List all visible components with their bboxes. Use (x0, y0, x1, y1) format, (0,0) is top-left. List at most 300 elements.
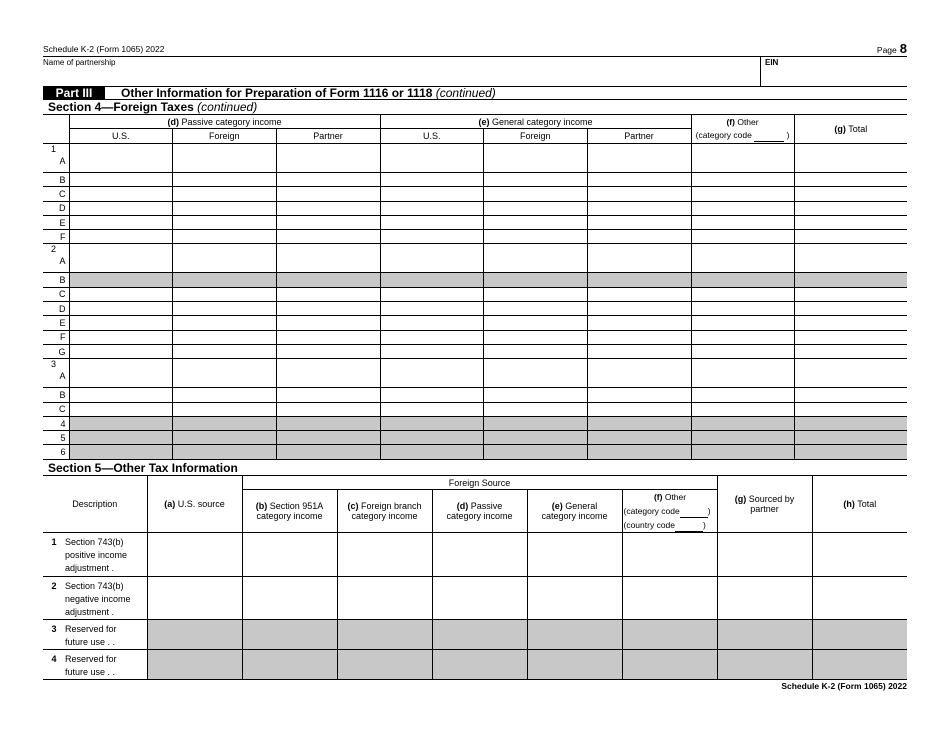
col-b-header (242, 490, 337, 533)
row-description-text: Reserved for future use . . (65, 624, 117, 647)
shaded-cell (337, 620, 432, 650)
entry-cell[interactable] (69, 388, 173, 402)
s5-col-h-label: Total (857, 499, 877, 509)
shaded-cell (587, 431, 691, 445)
entry-cell[interactable] (794, 144, 907, 173)
entry-cell[interactable] (484, 344, 588, 358)
section4-header-row-1 (43, 115, 907, 129)
entry-cell[interactable] (527, 576, 622, 620)
entry-cell[interactable] (147, 533, 242, 577)
s5-col-b-letter: (b) (255, 501, 268, 511)
entry-cell[interactable] (173, 187, 277, 201)
entry-cell[interactable] (587, 144, 691, 173)
line-number-header (43, 115, 69, 144)
col-e-header (380, 115, 691, 129)
entry-cell[interactable] (337, 576, 432, 620)
shaded-cell (276, 416, 380, 430)
shaded-cell (812, 650, 907, 680)
section4-row (43, 431, 907, 445)
ein-field[interactable] (762, 67, 907, 85)
section4-body (43, 144, 907, 460)
entry-cell[interactable] (380, 173, 484, 187)
shaded-cell (794, 416, 907, 430)
col-f-sub: (category code (695, 130, 752, 140)
shaded-cell (380, 416, 484, 430)
entry-cell[interactable] (242, 533, 337, 577)
s5-country-code-blank[interactable] (675, 523, 703, 532)
col-d-partner-header: Partner (276, 129, 380, 144)
s5-col-d-letter: (d) (456, 501, 469, 511)
shaded-cell (380, 431, 484, 445)
entry-cell[interactable] (484, 230, 588, 244)
shaded-cell (432, 650, 527, 680)
s5-col-f-label: Other (664, 492, 687, 502)
part-title (121, 86, 496, 100)
col-e-partner-header: Partner (587, 129, 691, 144)
section5-table (43, 475, 907, 680)
shaded-cell (527, 620, 622, 650)
entry-cell[interactable] (173, 359, 277, 388)
entry-cell[interactable] (380, 402, 484, 416)
entry-cell[interactable] (794, 244, 907, 273)
entry-cell[interactable] (276, 201, 380, 215)
shaded-cell (337, 650, 432, 680)
row-description (43, 576, 147, 620)
entry-cell[interactable] (173, 287, 277, 301)
entry-cell[interactable] (69, 244, 173, 273)
col-e-letter: (e) (478, 116, 490, 127)
line-label: G (43, 344, 69, 358)
entry-cell[interactable] (587, 388, 691, 402)
foreign-source-header: Foreign Source (242, 476, 717, 490)
shaded-cell (794, 431, 907, 445)
entry-cell[interactable] (276, 330, 380, 344)
entry-cell[interactable] (691, 359, 794, 388)
entry-cell[interactable] (69, 344, 173, 358)
entry-cell[interactable] (173, 330, 277, 344)
shaded-cell (484, 431, 588, 445)
shaded-cell (147, 620, 242, 650)
entry-cell[interactable] (794, 330, 907, 344)
shaded-cell (484, 416, 588, 430)
entry-cell[interactable] (173, 244, 277, 273)
section5-row (43, 620, 907, 650)
section5-row (43, 533, 907, 577)
line-sub-letter: A (59, 156, 66, 166)
entry-cell[interactable] (173, 215, 277, 229)
entry-cell[interactable] (691, 344, 794, 358)
line-label: D (43, 302, 69, 316)
section4-title-note: (continued) (197, 100, 258, 114)
col-g-header-s5 (717, 476, 812, 533)
line-label: C (43, 402, 69, 416)
entry-cell[interactable] (691, 244, 794, 273)
section4-row (43, 402, 907, 416)
entry-cell[interactable] (587, 201, 691, 215)
section4-table (43, 114, 907, 460)
s5-col-e-label: General category income (541, 501, 608, 521)
entry-cell[interactable] (69, 316, 173, 330)
entry-cell[interactable] (173, 402, 277, 416)
section4-row (43, 344, 907, 358)
col-f-close: ) (786, 130, 790, 140)
entry-cell[interactable] (173, 201, 277, 215)
entry-cell[interactable] (380, 287, 484, 301)
s5-col-f-close-2: ) (703, 520, 706, 530)
col-g-label: Total (848, 124, 868, 134)
shaded-cell (147, 650, 242, 680)
entry-cell[interactable] (484, 359, 588, 388)
entry-cell[interactable] (173, 144, 277, 173)
section4-row (43, 173, 907, 187)
entry-cell[interactable] (173, 173, 277, 187)
entry-cell[interactable] (380, 201, 484, 215)
entry-cell[interactable] (587, 402, 691, 416)
shaded-cell (717, 650, 812, 680)
entry-cell[interactable] (794, 287, 907, 301)
shaded-cell (69, 416, 173, 430)
entry-cell[interactable] (173, 344, 277, 358)
line-label: E (43, 215, 69, 229)
entry-cell[interactable] (276, 344, 380, 358)
entry-cell[interactable] (691, 230, 794, 244)
entry-cell[interactable] (69, 287, 173, 301)
col-e-us-header: U.S. (380, 129, 484, 144)
entry-cell[interactable] (812, 576, 907, 620)
entry-cell[interactable] (484, 173, 588, 187)
entry-cell[interactable] (276, 244, 380, 273)
line-label: 5 (43, 431, 69, 445)
entry-cell[interactable] (380, 388, 484, 402)
entry-cell[interactable] (484, 215, 588, 229)
entry-cell[interactable] (794, 388, 907, 402)
col-f-header (691, 115, 794, 144)
section4-row (43, 215, 907, 229)
entry-cell[interactable] (69, 201, 173, 215)
s5-col-f-close-1: ) (707, 506, 711, 516)
line-number: 1 (51, 144, 57, 154)
line-label: B (43, 388, 69, 402)
entry-cell[interactable] (276, 388, 380, 402)
s5-col-c-label: Foreign branch category income (351, 501, 422, 521)
entry-cell[interactable] (587, 244, 691, 273)
line-label: F (43, 330, 69, 344)
shaded-cell (794, 273, 907, 287)
shaded-cell (527, 650, 622, 680)
ein-label: EIN (765, 58, 779, 67)
entry-cell[interactable] (147, 576, 242, 620)
entry-cell[interactable] (691, 201, 794, 215)
part-title-text: Other Information for Preparation of Form 1116 or 1118 (121, 86, 433, 100)
line-label: F (43, 230, 69, 244)
entry-cell[interactable] (587, 215, 691, 229)
s5-col-e-letter: (e) (551, 501, 563, 511)
entry-cell[interactable] (587, 316, 691, 330)
s5-col-a-letter: (a) (164, 499, 176, 509)
shaded-cell (812, 620, 907, 650)
col-a-header (147, 476, 242, 533)
entry-cell[interactable] (432, 576, 527, 620)
entry-cell[interactable] (276, 215, 380, 229)
shaded-cell (622, 620, 717, 650)
s5-col-c-letter: (c) (347, 501, 359, 511)
s5-col-f-cat: (category code (623, 506, 680, 516)
shaded-cell (794, 445, 907, 459)
line-label: B (43, 273, 69, 287)
entry-cell[interactable] (794, 187, 907, 201)
entry-cell[interactable] (484, 388, 588, 402)
line-label (43, 359, 69, 388)
entry-cell[interactable] (484, 302, 588, 316)
entry-cell[interactable] (587, 173, 691, 187)
section4-row (43, 187, 907, 201)
entry-cell[interactable] (484, 287, 588, 301)
s5-col-h-letter: (h) (843, 499, 855, 509)
entry-cell[interactable] (622, 533, 717, 577)
ein-divider (760, 57, 761, 86)
col-e-header-s5 (527, 490, 622, 533)
line-label: 4 (43, 416, 69, 430)
entry-cell[interactable] (587, 359, 691, 388)
shaded-cell (691, 416, 794, 430)
entry-cell[interactable] (717, 533, 812, 577)
entry-cell[interactable] (812, 533, 907, 577)
col-d-foreign-header: Foreign (173, 129, 277, 144)
shaded-cell (622, 650, 717, 680)
shaded-cell (242, 650, 337, 680)
section4-title (48, 100, 257, 114)
entry-cell[interactable] (242, 576, 337, 620)
page-label: Page (876, 45, 897, 55)
col-f-label: Other (737, 117, 759, 127)
line-label: D (43, 201, 69, 215)
s5-col-g-label: Sourced by partner (748, 494, 795, 514)
entry-cell[interactable] (794, 201, 907, 215)
page-number: 8 (899, 41, 907, 56)
shaded-cell (691, 431, 794, 445)
row-number: 1 (51, 537, 57, 547)
line-label: B (43, 173, 69, 187)
entry-cell[interactable] (173, 316, 277, 330)
part-tag: Part III (43, 87, 105, 100)
entry-cell[interactable] (717, 576, 812, 620)
entry-cell[interactable] (69, 173, 173, 187)
col-f-header-s5 (622, 490, 717, 533)
entry-cell[interactable] (380, 230, 484, 244)
col-e-foreign-header: Foreign (484, 129, 588, 144)
shaded-cell (173, 431, 277, 445)
entry-cell[interactable] (587, 287, 691, 301)
entry-cell[interactable] (794, 215, 907, 229)
shaded-cell (587, 445, 691, 459)
s5-col-f-letter: (f) (653, 492, 663, 502)
shaded-cell (380, 273, 484, 287)
entry-cell[interactable] (173, 302, 277, 316)
entry-cell[interactable] (691, 402, 794, 416)
line-label: C (43, 287, 69, 301)
s5-col-f-country: (country code (623, 520, 675, 530)
entry-cell[interactable] (69, 187, 173, 201)
col-g-header (794, 115, 907, 144)
shaded-cell (69, 273, 173, 287)
entry-cell[interactable] (69, 359, 173, 388)
entry-cell[interactable] (794, 402, 907, 416)
section4-row (43, 445, 907, 459)
entry-cell[interactable] (794, 316, 907, 330)
col-d-header-s5 (432, 490, 527, 533)
partnership-name-label: Name of partnership (43, 58, 116, 67)
shaded-cell (173, 445, 277, 459)
line-number: 3 (51, 359, 57, 370)
entry-cell[interactable] (69, 330, 173, 344)
entry-cell[interactable] (380, 359, 484, 388)
entry-cell[interactable] (173, 388, 277, 402)
section4-row (43, 302, 907, 316)
section5-row (43, 650, 907, 680)
section4-row (43, 388, 907, 402)
entry-cell[interactable] (276, 302, 380, 316)
row-description-text: Section 743(b) negative income adjustment . (65, 580, 131, 617)
entry-cell[interactable] (484, 244, 588, 273)
entry-cell[interactable] (691, 173, 794, 187)
entry-cell[interactable] (484, 144, 588, 173)
entry-cell[interactable] (691, 144, 794, 173)
entry-cell[interactable] (337, 533, 432, 577)
entry-cell[interactable] (276, 402, 380, 416)
col-g-letter: (g) (834, 124, 846, 134)
shaded-cell (276, 431, 380, 445)
shaded-cell (432, 620, 527, 650)
entry-cell[interactable] (691, 302, 794, 316)
col-e-label: General category income (492, 116, 593, 127)
shaded-cell (173, 273, 277, 287)
form-id-footer: Schedule K-2 (Form 1065) 2022 (781, 681, 907, 691)
entry-cell[interactable] (587, 344, 691, 358)
entry-cell[interactable] (484, 201, 588, 215)
entry-cell[interactable] (587, 330, 691, 344)
shaded-cell (484, 273, 588, 287)
line-label: C (43, 187, 69, 201)
entry-cell[interactable] (587, 187, 691, 201)
entry-cell[interactable] (69, 302, 173, 316)
section5-body (43, 533, 907, 680)
s5-col-d-label: Passive category income (446, 501, 513, 521)
entry-cell[interactable] (380, 344, 484, 358)
entry-cell[interactable] (69, 230, 173, 244)
entry-cell[interactable] (380, 215, 484, 229)
entry-cell[interactable] (794, 359, 907, 388)
entry-cell[interactable] (794, 302, 907, 316)
part-title-note: (continued) (435, 86, 496, 100)
col-d-label: Passive category income (181, 116, 282, 127)
shaded-cell (691, 273, 794, 287)
shaded-cell (380, 445, 484, 459)
entry-cell[interactable] (276, 187, 380, 201)
entry-cell[interactable] (794, 230, 907, 244)
s5-category-code-blank[interactable] (680, 509, 708, 518)
section4-row (43, 330, 907, 344)
row-description (43, 533, 147, 577)
s5-col-b-label: Section 951A category income (256, 501, 324, 521)
row-number: 4 (51, 654, 57, 664)
entry-cell[interactable] (432, 533, 527, 577)
entry-cell[interactable] (622, 576, 717, 620)
entry-cell[interactable] (69, 402, 173, 416)
col-d-us-header: U.S. (69, 129, 173, 144)
entry-cell[interactable] (691, 330, 794, 344)
entry-cell[interactable] (380, 316, 484, 330)
entry-cell[interactable] (527, 533, 622, 577)
section4-title-text: Section 4—Foreign Taxes (48, 100, 194, 114)
entry-cell[interactable] (276, 287, 380, 301)
entry-cell[interactable] (276, 316, 380, 330)
entry-cell[interactable] (691, 316, 794, 330)
entry-cell[interactable] (484, 187, 588, 201)
entry-cell[interactable] (794, 344, 907, 358)
entry-cell[interactable] (587, 302, 691, 316)
line-sub-letter: A (59, 256, 66, 267)
shaded-cell (276, 445, 380, 459)
section4-row (43, 273, 907, 287)
entry-cell[interactable] (69, 215, 173, 229)
line-label (43, 144, 69, 173)
entry-cell[interactable] (484, 402, 588, 416)
entry-cell[interactable] (794, 173, 907, 187)
s5-col-a-label: U.S. source (177, 499, 225, 509)
entry-cell[interactable] (380, 187, 484, 201)
row-description-text: Reserved for future use . . (65, 654, 117, 677)
entry-cell[interactable] (69, 144, 173, 173)
entry-cell[interactable] (484, 330, 588, 344)
shaded-cell (276, 273, 380, 287)
section4-row (43, 244, 907, 273)
entry-cell[interactable] (276, 359, 380, 388)
category-code-blank[interactable] (754, 133, 784, 142)
description-header: Description (43, 476, 147, 533)
row-description (43, 650, 147, 680)
section4-row (43, 316, 907, 330)
col-c-header (337, 490, 432, 533)
section4-row (43, 201, 907, 215)
entry-cell[interactable] (691, 187, 794, 201)
entry-cell[interactable] (484, 316, 588, 330)
shaded-cell (587, 273, 691, 287)
entry-cell[interactable] (380, 302, 484, 316)
entry-cell[interactable] (276, 144, 380, 173)
section5-row (43, 576, 907, 620)
section5-header-row-1 (43, 476, 907, 490)
entry-cell[interactable] (380, 330, 484, 344)
s5-col-g-letter: (g) (734, 494, 747, 504)
row-description (43, 620, 147, 650)
entry-cell[interactable] (691, 215, 794, 229)
entry-cell[interactable] (173, 230, 277, 244)
entry-cell[interactable] (587, 230, 691, 244)
shaded-cell (717, 620, 812, 650)
entry-cell[interactable] (380, 244, 484, 273)
entry-cell[interactable] (276, 173, 380, 187)
header-rule (43, 56, 907, 57)
col-f-letter: (f) (726, 117, 735, 127)
entry-cell[interactable] (691, 287, 794, 301)
shaded-cell (69, 445, 173, 459)
entry-cell[interactable] (276, 230, 380, 244)
entry-cell[interactable] (691, 388, 794, 402)
entry-cell[interactable] (380, 144, 484, 173)
line-label: 6 (43, 445, 69, 459)
partnership-name-field[interactable] (43, 67, 758, 85)
section4-row (43, 416, 907, 430)
